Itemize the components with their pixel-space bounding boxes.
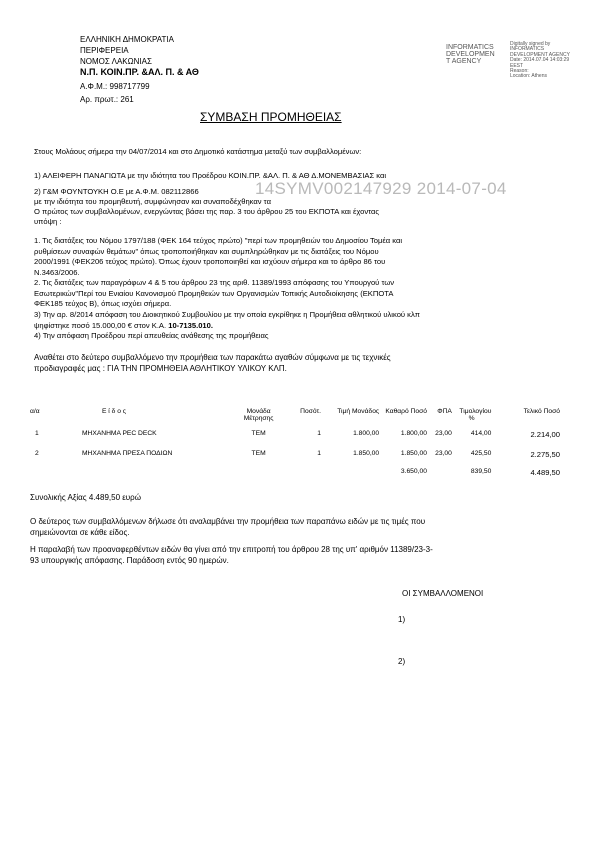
- cell-unit: ΤΕΜ: [251, 430, 266, 437]
- cell-aa: 1: [35, 430, 39, 437]
- signatories-title: ΟΙ ΣΥΜΒΑΛΛΟΜΕΝΟΙ: [402, 589, 484, 598]
- cell-aa: 2: [35, 450, 39, 457]
- assignment-line: Αναθέτει στο δεύτερο συμβαλλόμενο την προμήθεια των παρακάτω αγαθών σύμφωνα με τις τεχνικές: [34, 353, 391, 362]
- cell-net: 1.850,00: [400, 450, 427, 457]
- clause-line: ΦΕΚ185 τεύχος Β), όπως ισχύει σήμερα.: [34, 299, 172, 308]
- clause-2: [34, 278, 394, 310]
- signature-line: EEST: [510, 62, 524, 69]
- col-aa: α/α: [30, 408, 40, 415]
- header-line-prefecture: ΝΟΜΟΣ ΛΑΚΩΝΙΑΣ: [80, 57, 152, 66]
- header-line-country: ΕΛΛΗΝΙΚΗ ΔΗΜΟΚΡΑΤΙΑ: [80, 35, 174, 44]
- header-org: Ν.Π. ΚΟΙΝ.ΠΡ. &ΑΛ. Π. & ΑΘ: [80, 67, 199, 77]
- intro-line: Στους Μολάους σήμερα την 04/07/2014 και στο Δημοτικό κατάστημα μεταξύ των συμβαλλομένων:: [34, 147, 362, 156]
- signature-line: Reason:: [510, 68, 529, 75]
- header-protocol: Αρ. πρωτ.: 261: [80, 95, 134, 104]
- digital-stamp: [446, 44, 495, 66]
- col-unit-line1: Μονάδα: [246, 408, 271, 415]
- cell-total: 2.214,00: [530, 430, 560, 439]
- document-title: ΣΥΜΒΑΣΗ ΠΡΟΜΗΘΕΙΑΣ: [200, 110, 342, 124]
- cell-invoice: 414,00: [470, 430, 492, 437]
- assignment-line: προδιαγραφές μας : ΓΙΑ ΤΗΝ ΠΡΟΜΗΘΕΙΑ ΑΘΛΗΤΙΚΟΥ ΥΛΙΚΟΥ ΚΛΠ.: [34, 364, 287, 373]
- cell-item: ΜΗΧΑΝΗΜΑ ΠΡΕΣΑ ΠΟΔΙΩΝ: [81, 450, 173, 457]
- cell-vat: 23,00: [435, 450, 452, 457]
- clause-3: [34, 310, 420, 342]
- clause-line: 2. Τις διατάξεις των παραγράφων 4 & 5 του άρθρου 23 της αριθ. 11389/1993 απόφασης του Υπουργού των: [34, 278, 395, 287]
- header-line-region: ΠΕΡΙΦΕΡΕΙΑ: [80, 46, 129, 55]
- acceptance: [30, 544, 433, 566]
- total-invoice: 839,50: [470, 468, 492, 475]
- cell-price: 1.800,00: [353, 430, 380, 437]
- items-table: [30, 408, 560, 477]
- col-total: Τελικό Ποσό: [523, 408, 560, 415]
- col-invoice-line1: Τιμολογίου: [459, 408, 492, 415]
- table-totals-row: [30, 468, 560, 477]
- stamp-line: DEVELOPMEN: [446, 51, 495, 59]
- party-one: 1) ΑΛΕΙΦΕΡΗ ΠΑΝΑΓΙΩΤΑ με την ιδιότητα του Προέδρου ΚΟΙΝ.ΠΡ. &ΑΛ. Π. & ΑΘ Δ.ΜΟΝΕΜΒΑΣΙΑΣ και: [34, 171, 387, 180]
- first-party-basis: Ο πρώτος των συμβαλλομένων, ενεργώντας βάσει της παρ. 3 του άρθρου 25 του ΕΚΠΟΤΑ και έχοντας: [34, 207, 380, 216]
- declaration-line: σημειώνονται σε κάθε είδος.: [30, 528, 130, 537]
- clause-line: ρυθμίσεων συναφών θεμάτων" όπως τροποποιήθηκαν και συμπληρώθηκαν με τις διατάξεις του Νόμου: [34, 246, 379, 256]
- budget-code: 10-7135.010: [168, 320, 211, 330]
- cell-qty: 1: [317, 450, 321, 457]
- total-value: Συνολικής Αξίας 4.489,50 ευρώ: [30, 493, 141, 502]
- clause-line: Εσωτερικών"Περί του Ενιαίου Κανονισμού Προμηθειών των Οργανισμών Τοπικής Αυτοδιοίκησης (ΕΚΠΟΤΑ: [34, 288, 394, 298]
- protocol-watermark: 14SYMV002147929 2014-07-04: [255, 179, 507, 198]
- cell-vat: 23,00: [435, 430, 452, 437]
- cell-invoice: 425,50: [470, 450, 492, 457]
- col-vat: ΦΠΑ: [437, 408, 452, 415]
- cell-price: 1.850,00: [353, 450, 380, 457]
- stamp-line: T AGENCY: [446, 58, 482, 66]
- col-price: Τιμή Μονάδος: [337, 408, 380, 415]
- cell-item: ΜΗΧΑΝΗΜΑ PEC DECK: [81, 430, 157, 437]
- signatory-1: 1): [398, 615, 406, 624]
- col-item: Ε ί δ ο ς: [101, 408, 126, 415]
- clause-line: ψηφίστηκε ποσό 15.000,00 € στον Κ.Α. 10-7135.010.: [34, 320, 213, 330]
- col-invoice-line2: %: [468, 415, 475, 422]
- clause-line: Ν.3463/2006.: [34, 267, 80, 277]
- header-block: [80, 34, 199, 105]
- signature-line: Location: Athens: [510, 73, 547, 80]
- clause-4: 4) Την απόφαση Προέδρου περί απευθείας ανάθεσης της προμήθειας: [34, 331, 269, 340]
- table-row: [30, 430, 560, 444]
- table-row: [30, 450, 560, 464]
- cell-qty: 1: [317, 430, 321, 437]
- signature-line: DEVELOPMENT AGENCY: [510, 51, 570, 58]
- cell-unit: ΤΕΜ: [251, 450, 266, 457]
- declaration: [30, 516, 425, 538]
- signatory-2: 2): [398, 657, 406, 666]
- clause-1: [34, 236, 402, 278]
- cell-net: 1.800,00: [400, 430, 427, 437]
- total-final: 4.489,50: [530, 468, 560, 477]
- first-party-considering: υπόψη :: [34, 217, 62, 226]
- clause-line: 3) Την αρ. 8/2014 απόφαση του Διοικητικού Συμβουλίου με την οποία εγκρίθηκε η Προμήθεια αθλητικού υλικού κλπ: [34, 310, 421, 319]
- table-header-row: [30, 408, 560, 422]
- col-qty: Ποσότ.: [300, 408, 321, 415]
- signature-line: Digitally signed by: [510, 41, 551, 47]
- header-afm: Α.Φ.Μ.: 998717799: [80, 82, 150, 91]
- stamp-line: INFORMATICS: [446, 44, 494, 51]
- clause-line: 2000/1991 (ΦΕΚ206 τεύχος πρώτο). Όπως έχουν τροποποιηθεί και ισχύουν σήμερα και το άρθρο 86 του: [34, 257, 386, 266]
- party-two: 2) Γ&Μ ΦΟΥΝΤΟΥΚΗ Ο.Ε με Α.Φ.Μ. 082112866: [34, 187, 199, 196]
- signature-line: INFORMATICS: [510, 46, 545, 53]
- col-unit: [236, 408, 282, 422]
- signature-line: Date: 2014.07.04 14:03:29: [510, 57, 570, 64]
- total-net: 3.650,00: [400, 468, 427, 475]
- assignment-text: [34, 352, 391, 374]
- col-invoice: [452, 408, 491, 422]
- col-net: Καθαρό Ποσό: [385, 408, 427, 415]
- signature-details: [510, 42, 570, 80]
- col-unit-line2: Μέτρησης: [243, 415, 274, 422]
- acceptance-line: 93 υπουργικής απόφασης. Παράδοση εντός 90 ημερών.: [30, 556, 229, 565]
- clause-line: 1. Τις διατάξεις του Νόμου 1797/188 (ΦΕΚ 164 τεύχος πρώτο) "περί των προμηθειών του Δημοσίου Τομέα και: [34, 236, 403, 245]
- cell-total: 2.275,50: [530, 450, 560, 459]
- declaration-line: Ο δεύτερος των συμβαλλόμενων δήλωσε ότι αναλαμβάνει την προμήθεια των παραπάνω ειδών με τις τιμές που: [30, 517, 426, 526]
- clause-amount: ψηφίστηκε ποσό 15.000,00 € στον Κ.Α.: [34, 320, 169, 330]
- acceptance-line: Η παραλαβή των προαναφερθέντων ειδών θα γίνει από την επιτροπή του άρθρου 28 της υπ' αριθμόν 11389/23-3-: [30, 545, 433, 554]
- party-two-role: με την ιδιότητα του προμηθευτή, συμφώνησαν και συναποδέχθηκαν τα: [34, 197, 271, 206]
